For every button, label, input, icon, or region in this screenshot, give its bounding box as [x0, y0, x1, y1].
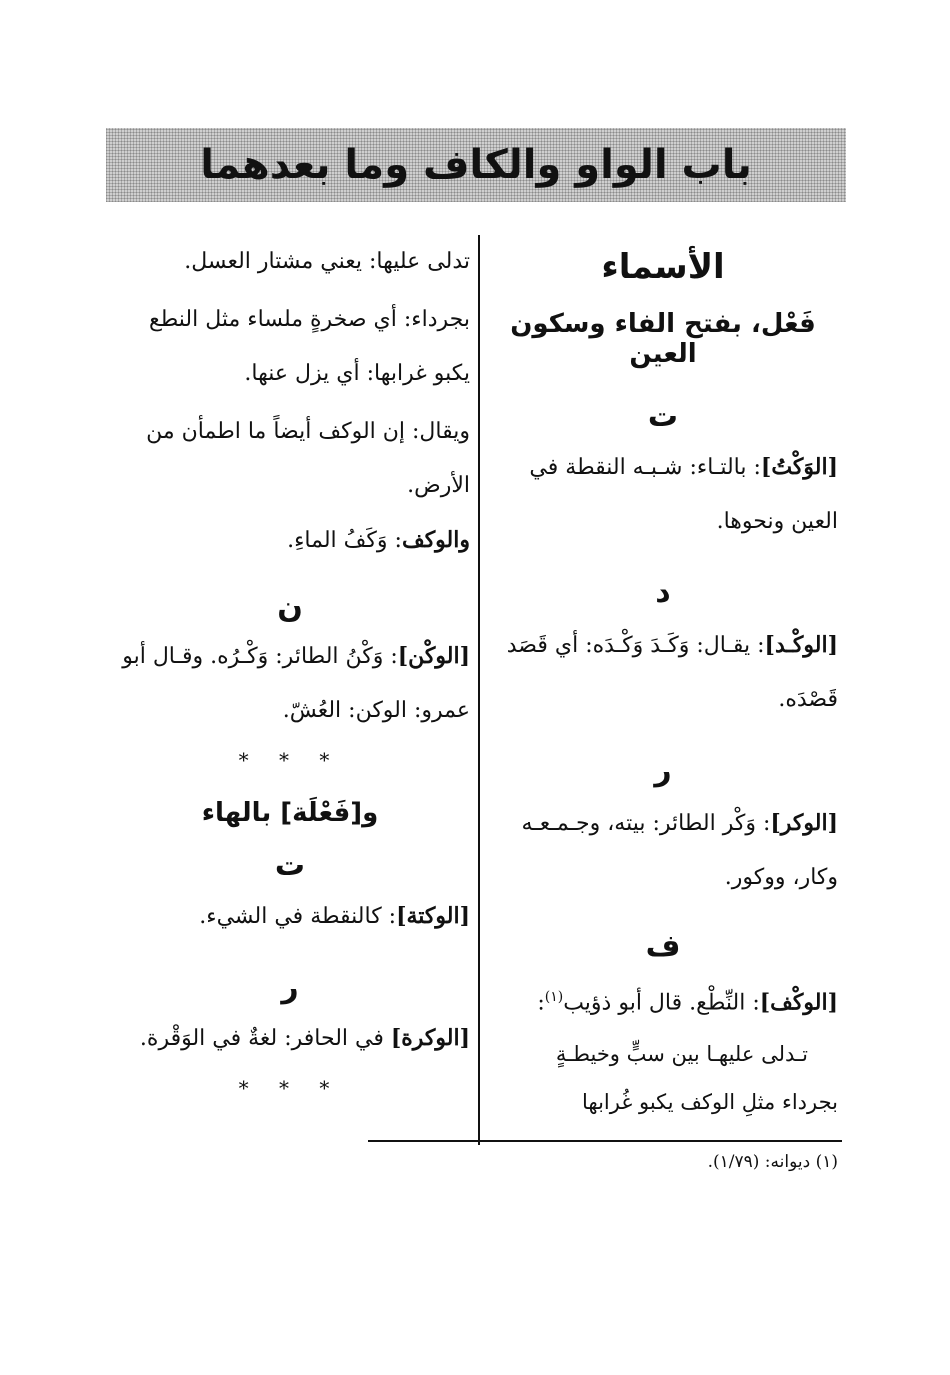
- entry-t2: [الوكتة]: كالنقطة في الشيء.: [199, 903, 470, 929]
- entry-f: [الوكْف]: النِّطْع. قال أبو ذؤيب$^{(١)}$:: [537, 989, 838, 1016]
- letter-heading-f: ف: [645, 929, 681, 964]
- separator-stars-2: * * *: [238, 1076, 342, 1100]
- column-divider: [478, 235, 480, 1145]
- entry-d: [الوكْـد]: يقـال: وَكَـدَ وَكْـدَه: أي قَصَد قَصْدَه.: [506, 632, 838, 712]
- entry-n: [الوكْن]: وَكْنُ الطائر: وَكْـرُه. وقـال أبو عمرو: الوكن: العُشّ.: [122, 643, 470, 723]
- para-2: بجرداء: أي صخرةٍ ملساء مثل النطع يكبو غرابها: أي يزل عنها.: [148, 307, 470, 386]
- letter-heading-d: د: [655, 575, 671, 610]
- entry-r: [الوكر]: وَكْر الطائر: بيته، وجـمـعـه وكار، ووكور.: [521, 810, 838, 890]
- para-3: ويقال: إن الوكف أيضاً ما اطمأن من الأرض.: [146, 419, 470, 498]
- verse-line-1: تـدلى عليهـا بين سبٍّ وخيطـةٍ: [555, 1042, 808, 1067]
- letter-heading-r: ر: [654, 753, 672, 788]
- left-column: [110, 235, 470, 1135]
- letter-heading-t: ت: [647, 399, 679, 434]
- footnote: (١) ديوانه: (١/٧٩).: [707, 1152, 838, 1172]
- section-title: الأسماء: [601, 247, 725, 287]
- chapter-title: باب الواو والكاف وما بعدهما: [200, 142, 752, 188]
- entry-r2: [الوكرة] في الحافر: لغةٌ في الوَقْرة.: [139, 1025, 470, 1051]
- para-1: تدلى عليها: يعني مشتار العسل.: [184, 249, 470, 274]
- chapter-banner: [106, 128, 846, 202]
- letter-heading-t2: ت: [274, 848, 306, 883]
- entry-t: [الوَكْتُ]: بالتـاء: شـبـه النقطة في العين ونحوها.: [529, 454, 838, 534]
- form-title: فَعْل، بفتح الفاء وسكون العين: [510, 309, 816, 369]
- letter-heading-n: ن: [277, 590, 303, 625]
- para-4: والوكف: وَكَفُ الماءِ.: [287, 527, 470, 553]
- separator-stars-1: * * *: [238, 748, 342, 772]
- verse-line-2: بجرداء مثلِ الوكف يكبو غُرابها: [581, 1090, 838, 1115]
- right-column: [488, 235, 838, 1145]
- letter-heading-r2: ر: [281, 970, 299, 1005]
- footnote-rule: [368, 1140, 842, 1142]
- form-title-2: و[فَعْلَة] بالهاء: [201, 798, 379, 828]
